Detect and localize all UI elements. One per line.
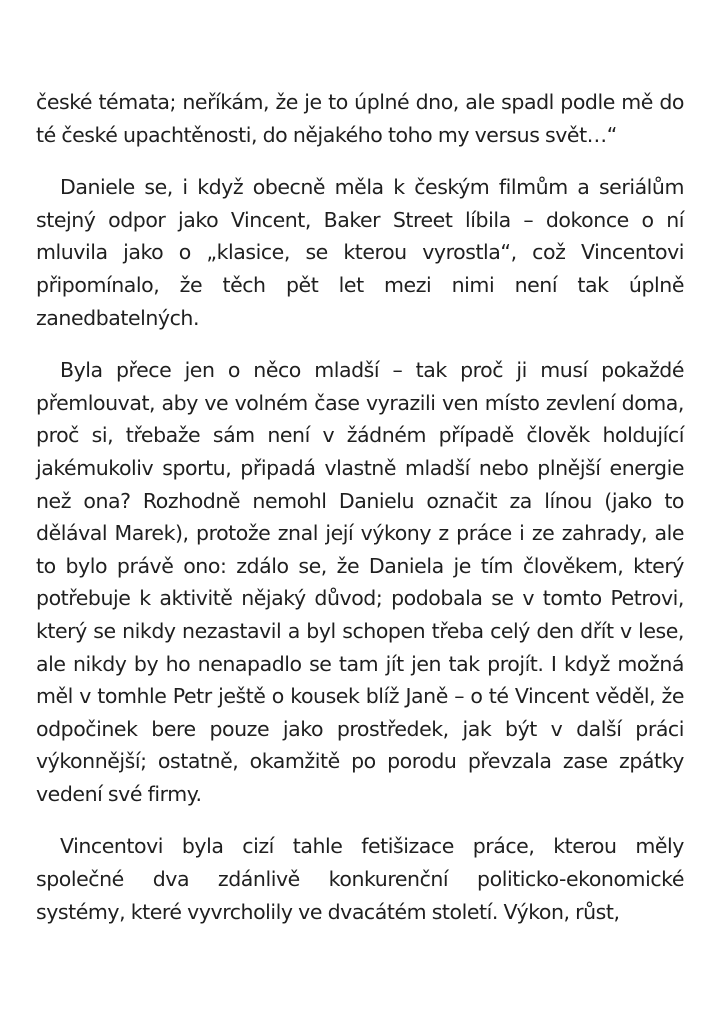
paragraph-2: Daniele se, i když obecně měla k českým filmům a seriálům stejný odpor jako Vincent, Baker Street líbila – dokonce o ní mluvila jako o „klasice, se kterou vyrostla“, což Vincentovi připomínalo, že těch pět let mezi nimi není tak úplně zanedbatelných. [36, 175, 684, 330]
paragraph-3: Byla přece jen o něco mladší – tak proč ji musí pokaždé přemlouvat, aby ve volném čase vyrazili ven místo zevlení doma, proč si, třebaže sám není v žádném případě člověk holdující jakémukoliv sportu, připadá vlastně mladší nebo plnější energie než ona? Rozhodně nemohl Danielu označit za línou (jako to dělával Marek), protože znal její výkony z práce i ze zahrady, ale to bylo právě ono: zdálo se, že Daniela je tím člověkem, který potřebuje k aktivitě nějaký důvod; podobala se v tomto Petrovi, který se nikdy nezastavil a byl schopen třeba celý den dřít v lese, ale nikdy by ho nenapadlo se tam jít jen tak projít. I když možná měl v tomhle Petr ještě o kousek blíž Janě – o té Vincent věděl, že odpočinek bere pouze jako prostředek, jak být v další práci výkonnější; ostatně, okamžitě po porodu převzala zase zpátky vedení své firmy. [36, 358, 684, 806]
paragraph-1: české témata; neříkám, že je to úplné dno, ale spadl podle mě do té české upachtěnosti, do nějakého toho my versus svět…“ [36, 90, 684, 147]
paragraph-4: Vincentovi byla cizí tahle fetišizace práce, kterou měly společné dva zdánlivě konkurenční politicko-ekonomické systémy, které vyvrcholily ve dvacátém století. Výkon, růst, [36, 834, 684, 924]
